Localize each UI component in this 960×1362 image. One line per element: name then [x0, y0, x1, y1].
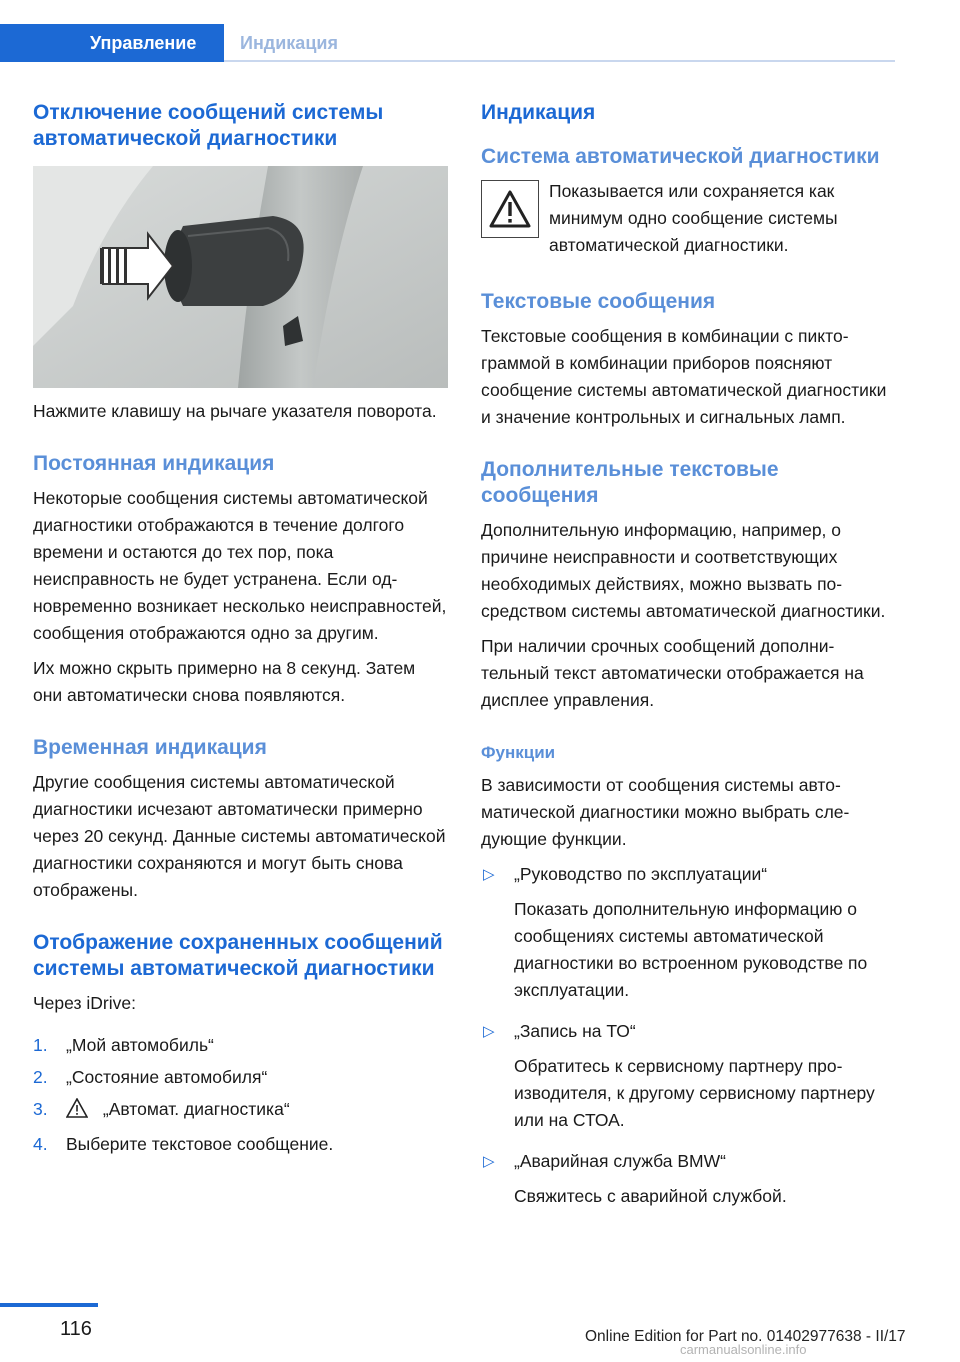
- lever-illustration: [33, 166, 448, 388]
- step-number: 2.: [33, 1067, 48, 1087]
- text-messages-paragraph: Текстовые сообщения в комбинации с пиктограммой в комбинации приборов поясняют сообщение системы автоматической диагностики и значение контрольных и сигнальных ламп.: [481, 326, 887, 427]
- functions-list: [481, 861, 895, 1210]
- turn-signal-lever-figure: [33, 166, 448, 388]
- heading-additional-messages: Дополнительные текстовые сообщения: [481, 458, 779, 507]
- step-number: 3.: [33, 1099, 48, 1119]
- function-item: [481, 1018, 895, 1134]
- step-text: „Состояние автомобиля“: [66, 1067, 268, 1087]
- additional-paragraph-1: Дополнительную информацию, например, о причине неисправности и соответствующих необходимых действиях, можно вызвать посредством системы автоматической диагностики.: [481, 520, 886, 621]
- step-text: Выберите текстовое сообщение.: [66, 1134, 334, 1154]
- step-item: [33, 1063, 448, 1091]
- figure-caption: Нажмите клавишу на рычаге указателя поворота.: [33, 401, 437, 421]
- warning-triangle-icon: [481, 180, 539, 238]
- step-item: [33, 1130, 448, 1158]
- warning-note: [481, 178, 895, 259]
- triangle-right-icon: ▷: [483, 1153, 495, 1170]
- steps-list: [33, 1031, 448, 1158]
- edition-note: Online Edition for Part no. 01402977638 - II/17: [585, 1328, 906, 1345]
- function-title: „Руководство по эксплуатации“: [514, 864, 768, 884]
- temporary-paragraph-1: Другие сообщения системы автоматической диагностики исчезают автоматически примерно через 20 секунд. Данные системы автоматической диагностики сохраняются и могут быть снова отображены.: [33, 772, 446, 900]
- triangle-right-icon: ▷: [483, 1023, 495, 1040]
- step-text: „Мой автомобиль“: [66, 1035, 214, 1055]
- step-number: 4.: [33, 1134, 48, 1154]
- tab-displays[interactable]: Индикация: [240, 33, 338, 53]
- section-title-indication: Индикация: [481, 101, 596, 124]
- header-rule: [224, 60, 895, 62]
- function-description: Обратитесь к сервисному партнеру производителя, к другому сервисному партнеру или на СТОА.: [514, 1056, 875, 1130]
- watermark: carmanualsonline.info: [680, 1342, 807, 1357]
- left-column: [33, 100, 448, 1162]
- function-item: [481, 1148, 895, 1210]
- function-title: „Аварийная служба BMW“: [514, 1151, 726, 1171]
- step-text: „Автомат. диагностика“: [102, 1099, 290, 1119]
- heading-stored-messages: Отображение сохраненных сообщений системы автоматической диагностики: [33, 931, 443, 980]
- heading-functions: Функции: [481, 743, 556, 762]
- function-title: „Запись на ТО“: [514, 1021, 636, 1041]
- permanent-paragraph-1: Некоторые сообщения системы автоматической диагностики отображаются в течение долгого времени и остаются до тех пор, пока неисправность не будет устранена. Если одновременно возникает несколько неисправностей, сообщения отображаются одно за другим.: [33, 488, 447, 643]
- additional-paragraph-2: При наличии срочных сообщений дополнительный текст автоматически отображается на дисплее управления.: [481, 636, 864, 710]
- footer-rule: [0, 1303, 98, 1307]
- heading-permanent: Постоянная индикация: [33, 452, 275, 475]
- heading-text-messages: Текстовые сообщения: [481, 290, 716, 313]
- function-item: [481, 861, 895, 1004]
- tab-controls[interactable]: Управление: [0, 24, 224, 62]
- triangle-right-icon: ▷: [483, 866, 495, 883]
- step-item: [33, 1031, 448, 1059]
- permanent-paragraph-2: Их можно скрыть примерно на 8 секунд. Затем они автоматически снова появляются.: [33, 658, 416, 705]
- step-number: 1.: [33, 1035, 48, 1055]
- header-tabbar: [0, 24, 895, 62]
- functions-intro: В зависимости от сообщения системы автоматической диагностики можно выбрать следующие функции.: [481, 775, 850, 849]
- function-description: Показать дополнительную информацию о сообщениях системы автоматической диагностики во встроенном руководстве по эксплуатации.: [514, 899, 868, 1000]
- heading-auto-diagnosis-system: Система автоматической диагностики: [481, 145, 880, 168]
- section-title-suppress: Отключение сообщений системы автоматической диагностики: [33, 101, 384, 150]
- step-item: [33, 1095, 448, 1126]
- function-description: Свяжитесь с аварийной службой.: [514, 1186, 787, 1206]
- right-column: [481, 100, 895, 1224]
- stored-intro: Через iDrive:: [33, 993, 136, 1013]
- warning-small-icon: [66, 1098, 88, 1126]
- heading-temporary: Временная индикация: [33, 736, 267, 759]
- warning-text: Показывается или сохраняется как минимум одно сообщение системы автоматической диагностики.: [549, 181, 838, 255]
- page-number: 116: [60, 1318, 92, 1340]
